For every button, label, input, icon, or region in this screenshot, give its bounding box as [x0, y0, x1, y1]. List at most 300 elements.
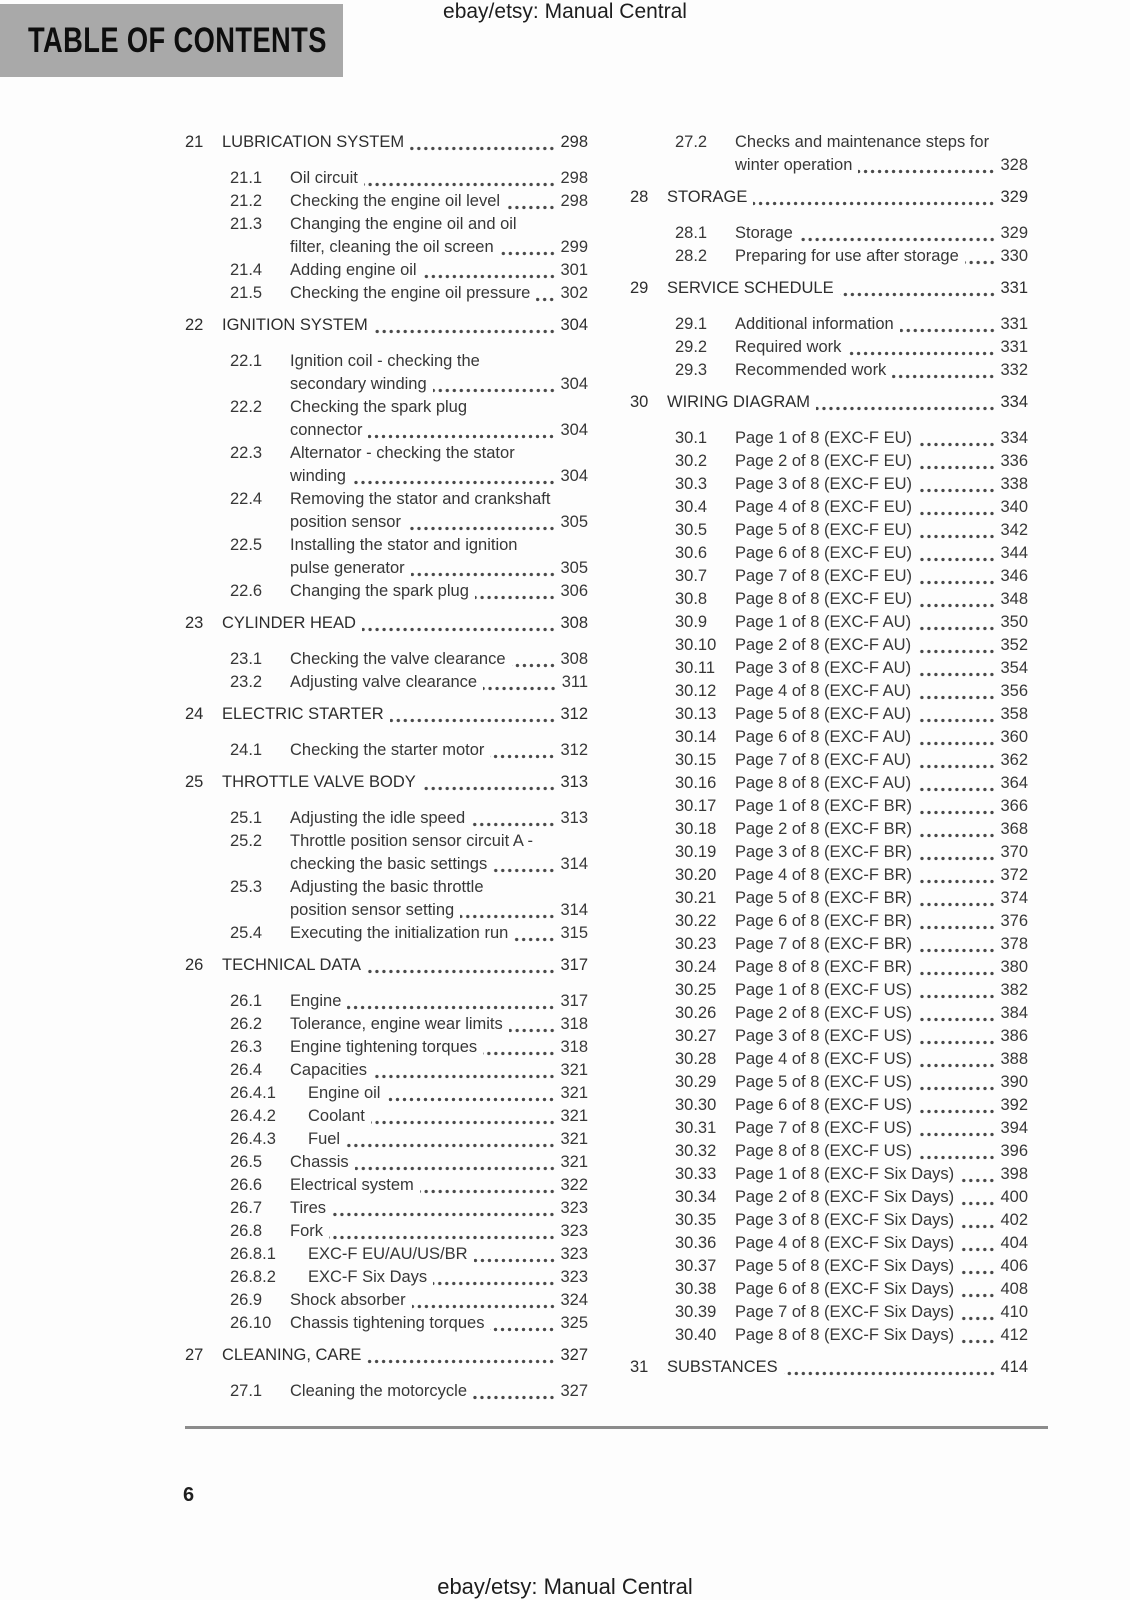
dot-leader: [913, 634, 998, 657]
entry-body: [735, 473, 1028, 496]
entry-body: [735, 1002, 1028, 1025]
entry-number: 23.1: [230, 650, 263, 668]
entry-number: 30.3: [675, 475, 708, 493]
entry-page-number: 390: [1000, 1073, 1028, 1091]
entry-page-number: 332: [1000, 361, 1028, 379]
entry-page-number: 388: [1000, 1050, 1028, 1068]
entry-title: Page 3 of 8 (EXC-F US): [735, 1027, 912, 1045]
entry-page-number: 331: [1000, 315, 1028, 333]
entry-body: [735, 1186, 1028, 1209]
entry-body: [735, 933, 1028, 956]
dot-leader: [408, 1289, 559, 1312]
entry-page-number: 358: [1000, 705, 1028, 723]
page-number: 6: [183, 1484, 195, 1506]
entry-title: Page 7 of 8 (EXC-F EU): [735, 567, 912, 585]
entry-body: [735, 1071, 1028, 1094]
dot-leader: [956, 1301, 998, 1324]
entry-page-number: 338: [1000, 475, 1028, 493]
dot-leader: [342, 1128, 558, 1151]
entry-page-number: 311: [561, 673, 588, 691]
entry-body: [735, 245, 1028, 268]
entry-title: EXC-F Six Days: [308, 1268, 428, 1286]
dot-leader: [469, 1380, 558, 1403]
entry-page-number: 406: [1000, 1257, 1028, 1275]
header-title: ebay/etsy: Manual Central: [443, 0, 687, 23]
entry-number: 27.2: [675, 133, 708, 151]
toc-sub-entry: [675, 634, 1028, 657]
dot-leader: [369, 1059, 558, 1082]
dot-leader: [914, 1025, 998, 1048]
toc-column-left: [185, 131, 588, 1403]
toc-sub-entry: [230, 671, 588, 694]
dot-leader: [913, 726, 998, 749]
entry-body: [290, 259, 588, 282]
toc-section-entry: [185, 314, 588, 337]
entry-number: 30.37: [675, 1257, 717, 1275]
entry-title: Page 5 of 8 (EXC-F Six Days): [735, 1257, 955, 1275]
entry-title-line: Checking the spark plug: [290, 398, 468, 416]
toc-sub-entry: [675, 131, 1028, 177]
entry-number: 22: [185, 316, 204, 334]
dot-leader: [467, 807, 558, 830]
dot-leader: [364, 419, 558, 442]
entry-number: 30.20: [675, 866, 717, 884]
entry-number: 26.6: [230, 1176, 263, 1194]
entry-page-number: 304: [560, 467, 588, 485]
toc-sub-entry: [230, 534, 588, 580]
entry-page-number: 314: [560, 855, 588, 873]
dot-leader: [914, 473, 998, 496]
entry-page-number: 372: [1000, 866, 1028, 884]
dot-leader: [956, 1324, 998, 1347]
dot-leader: [508, 648, 559, 671]
entry-page-number: 342: [1000, 521, 1028, 539]
dot-leader: [351, 1151, 559, 1174]
dot-leader: [456, 899, 558, 922]
entry-body: [735, 795, 1028, 818]
entry-page-number: 308: [560, 614, 588, 632]
entry-number: 26: [185, 956, 204, 974]
dot-leader: [913, 703, 998, 726]
entry-number: 21.3: [230, 215, 263, 233]
toc-sub-entry: [675, 1048, 1028, 1071]
toc-sub-entry: [230, 922, 588, 945]
toc-section-entry: [630, 277, 1028, 300]
dot-leader: [914, 864, 998, 887]
entry-title: Page 3 of 8 (EXC-F EU): [735, 475, 912, 493]
entry-page-number: 408: [1000, 1280, 1028, 1298]
entry-page-number: 402: [1000, 1211, 1028, 1229]
entry-page-number: 298: [560, 133, 588, 151]
entry-number: 31: [630, 1358, 649, 1376]
dot-leader: [913, 772, 998, 795]
entry-body: [735, 979, 1028, 1002]
entry-number: 26.9: [230, 1291, 263, 1309]
entry-page-number: 321: [560, 1084, 588, 1102]
dot-leader: [360, 167, 559, 190]
entry-body: [667, 277, 1028, 300]
toc-sub-entry: [675, 818, 1028, 841]
entry-number: 23.2: [230, 673, 263, 691]
dot-leader: [956, 1209, 998, 1232]
footer-title: ebay/etsy: Manual Central: [437, 1574, 693, 1599]
entry-page-number: 304: [560, 421, 588, 439]
entry-title: Checking the valve clearance: [290, 650, 506, 668]
entry-page-number: 394: [1000, 1119, 1028, 1137]
entry-title: connector: [290, 421, 363, 439]
entry-number: 30.14: [675, 728, 717, 746]
entry-body: [308, 1266, 588, 1289]
entry-title: Page 2 of 8 (EXC-F AU): [735, 636, 912, 654]
entry-title: Page 8 of 8 (EXC-F AU): [735, 774, 912, 792]
dot-leader: [914, 542, 998, 565]
dot-leader: [367, 1105, 559, 1128]
entry-body: [290, 1197, 588, 1220]
entry-title: LUBRICATION SYSTEM: [222, 133, 405, 151]
entry-number: 30.24: [675, 958, 717, 976]
entry-number: 30.18: [675, 820, 717, 838]
dot-leader: [471, 580, 559, 603]
dot-leader: [489, 853, 558, 876]
entry-body: [735, 956, 1028, 979]
entry-number: 30.6: [675, 544, 708, 562]
entry-number: 26.1: [230, 992, 263, 1010]
toc-sub-entry: [675, 1163, 1028, 1186]
entry-body: [735, 450, 1028, 473]
entry-body: [735, 887, 1028, 910]
dot-leader: [914, 450, 998, 473]
entry-number: 28.1: [675, 224, 708, 242]
toc-section-entry: [185, 703, 588, 726]
toc-sub-entry: [230, 1013, 588, 1036]
entry-title-line: Alternator - checking the stator: [290, 444, 515, 462]
dot-leader: [956, 1255, 998, 1278]
entry-body: [290, 671, 588, 694]
entry-page-number: 346: [1000, 567, 1028, 585]
entry-title: Page 1 of 8 (EXC-F AU): [735, 613, 912, 631]
entry-page-number: 321: [560, 1107, 588, 1125]
entry-page-number: 362: [1000, 751, 1028, 769]
dot-leader: [403, 511, 558, 534]
entry-page-number: 404: [1000, 1234, 1028, 1252]
entry-body: [735, 588, 1028, 611]
entry-page-number: 352: [1000, 636, 1028, 654]
entry-number: 21: [185, 133, 204, 151]
dot-leader: [956, 1163, 998, 1186]
entry-body: [735, 818, 1028, 841]
toc-section-entry: [185, 131, 588, 154]
entry-body: [735, 519, 1028, 542]
entry-body: [735, 496, 1028, 519]
entry-number: 21.2: [230, 192, 263, 210]
entry-number: 25.1: [230, 809, 263, 827]
entry-title: Page 8 of 8 (EXC-F US): [735, 1142, 912, 1160]
entry-body: [290, 876, 588, 922]
entry-number: 30.25: [675, 981, 717, 999]
toc-sub-entry: [230, 1243, 588, 1266]
entry-body: [290, 488, 588, 534]
entry-page-number: 412: [1000, 1326, 1028, 1344]
entry-title: pulse generator: [290, 559, 405, 577]
entry-number: 29.3: [675, 361, 708, 379]
entry-page-number: 305: [560, 559, 588, 577]
entry-number: 26.4.1: [230, 1084, 276, 1102]
toc-sub-entry: [675, 336, 1028, 359]
entry-page-number: 356: [1000, 682, 1028, 700]
entry-page-number: 308: [560, 650, 588, 668]
toc-sub-entry: [230, 1380, 588, 1403]
entry-title: filter, cleaning the oil screen: [290, 238, 494, 256]
entry-page-number: 370: [1000, 843, 1028, 861]
entry-title: Chassis: [290, 1153, 349, 1171]
entry-page-number: 366: [1000, 797, 1028, 815]
entry-title: Page 4 of 8 (EXC-F Six Days): [735, 1234, 955, 1252]
entry-body: [735, 680, 1028, 703]
entry-title: Page 8 of 8 (EXC-F BR): [735, 958, 912, 976]
dot-leader: [795, 222, 999, 245]
dot-leader: [363, 1344, 558, 1367]
entry-title: Page 5 of 8 (EXC-F AU): [735, 705, 912, 723]
toc-sub-entry: [230, 442, 588, 488]
toc-sub-entry: [230, 1036, 588, 1059]
entry-page-number: 323: [560, 1199, 588, 1217]
dot-leader: [914, 910, 998, 933]
entry-title: Page 6 of 8 (EXC-F US): [735, 1096, 912, 1114]
entry-title: Page 2 of 8 (EXC-F EU): [735, 452, 912, 470]
toc-sub-entry: [675, 749, 1028, 772]
dot-leader: [956, 1278, 998, 1301]
entry-title: Coolant: [308, 1107, 365, 1125]
toc-sub-entry: [230, 190, 588, 213]
dot-leader: [914, 933, 998, 956]
entry-number: 28.2: [675, 247, 708, 265]
toc-sub-entry: [675, 703, 1028, 726]
entry-body: [290, 1380, 588, 1403]
entry-body: [222, 314, 588, 337]
entry-page-number: 336: [1000, 452, 1028, 470]
toc-section-entry: [630, 1356, 1028, 1379]
entry-page-number: 340: [1000, 498, 1028, 516]
toc-section-entry: [630, 391, 1028, 414]
entry-body: [290, 167, 588, 190]
dot-leader: [486, 1312, 558, 1335]
toc-sub-entry: [230, 1151, 588, 1174]
entry-page-number: 315: [560, 924, 588, 942]
entry-title: Tolerance, engine wear limits: [290, 1015, 503, 1033]
entry-title: EXC-F EU/AU/US/BR: [308, 1245, 468, 1263]
entry-page-number: 313: [560, 809, 588, 827]
toc-sub-entry: [675, 313, 1028, 336]
toc-sub-entry: [675, 1071, 1028, 1094]
entry-title: Checking the engine oil pressure: [290, 284, 531, 302]
entry-page-number: 368: [1000, 820, 1028, 838]
entry-body: [735, 313, 1028, 336]
toc-sub-entry: [675, 473, 1028, 496]
entry-number: 30.29: [675, 1073, 717, 1091]
entry-title: Page 5 of 8 (EXC-F EU): [735, 521, 912, 539]
dot-leader: [913, 749, 998, 772]
dot-leader: [418, 771, 559, 794]
entry-page-number: 378: [1000, 935, 1028, 953]
entry-body: [290, 580, 588, 603]
dot-leader: [479, 671, 560, 694]
entry-body: [735, 1025, 1028, 1048]
toc-sub-entry: [230, 1174, 588, 1197]
entry-page-number: 348: [1000, 590, 1028, 608]
dot-leader: [914, 427, 998, 450]
entry-page-number: 313: [560, 773, 588, 791]
entry-number: 30.23: [675, 935, 717, 953]
entry-body: [290, 990, 588, 1013]
dot-leader: [343, 990, 558, 1013]
toc-sub-entry: [230, 1289, 588, 1312]
entry-body: [735, 910, 1028, 933]
entry-title-line: Checks and maintenance steps for: [735, 133, 990, 151]
entry-body: [290, 1312, 588, 1335]
entry-page-number: 317: [560, 992, 588, 1010]
entry-title: Page 2 of 8 (EXC-F BR): [735, 820, 912, 838]
entry-body: [222, 131, 588, 154]
toc-sub-entry: [675, 1186, 1028, 1209]
entry-title: Page 6 of 8 (EXC-F Six Days): [735, 1280, 955, 1298]
entry-title: Additional information: [735, 315, 894, 333]
entry-page-number: 331: [1000, 338, 1028, 356]
entry-title: Page 6 of 8 (EXC-F BR): [735, 912, 912, 930]
entry-body: [735, 1048, 1028, 1071]
entry-body: [735, 131, 1028, 177]
entry-number: 30.32: [675, 1142, 717, 1160]
entry-number: 26.7: [230, 1199, 263, 1217]
toc-body: [185, 131, 1028, 1403]
entry-page-number: 392: [1000, 1096, 1028, 1114]
entry-page-number: 376: [1000, 912, 1028, 930]
toc-sub-entry: [675, 1002, 1028, 1025]
entry-title: Changing the spark plug: [290, 582, 469, 600]
entry-number: 23: [185, 614, 204, 632]
entry-number: 21.5: [230, 284, 263, 302]
table-of-contents-banner: [0, 4, 343, 77]
entry-body: [735, 611, 1028, 634]
toc-sub-entry: [675, 427, 1028, 450]
entry-body: [735, 1094, 1028, 1117]
entry-title: ELECTRIC STARTER: [222, 705, 384, 723]
entry-number: 26.8.1: [230, 1245, 276, 1263]
entry-number: 30.38: [675, 1280, 717, 1298]
entry-title: Chassis tightening torques: [290, 1314, 485, 1332]
entry-title: Page 1 of 8 (EXC-F EU): [735, 429, 912, 447]
entry-page-number: 400: [1000, 1188, 1028, 1206]
entry-number: 30.7: [675, 567, 708, 585]
entry-body: [735, 1140, 1028, 1163]
entry-page-number: 350: [1000, 613, 1028, 631]
entry-number: 30.1: [675, 429, 708, 447]
entry-title: Storage: [735, 224, 793, 242]
entry-title-line: Changing the engine oil and oil: [290, 215, 517, 233]
dot-leader: [429, 1266, 558, 1289]
dot-leader: [914, 1048, 998, 1071]
dot-leader: [328, 1197, 558, 1220]
entry-page-number: 344: [1000, 544, 1028, 562]
dot-leader: [812, 391, 998, 414]
toc-sub-entry: [230, 990, 588, 1013]
entry-title: Page 6 of 8 (EXC-F AU): [735, 728, 912, 746]
entry-body: [222, 1344, 588, 1367]
dot-leader: [914, 887, 998, 910]
entry-title: position sensor: [290, 513, 401, 531]
toc-sub-entry: [675, 1278, 1028, 1301]
entry-page-number: 317: [560, 956, 588, 974]
entry-page-number: 318: [560, 1038, 588, 1056]
entry-number: 21.1: [230, 169, 263, 187]
entry-page-number: 354: [1000, 659, 1028, 677]
dot-leader: [843, 336, 998, 359]
entry-title: Adjusting valve clearance: [290, 673, 478, 691]
entry-body: [735, 1278, 1028, 1301]
toc-sub-entry: [230, 488, 588, 534]
dot-leader: [914, 1071, 998, 1094]
entry-number: 21.4: [230, 261, 263, 279]
entry-number: 30.26: [675, 1004, 717, 1022]
toc-sub-entry: [230, 1266, 588, 1289]
dot-leader: [419, 259, 559, 282]
dot-leader: [416, 1174, 559, 1197]
entry-number: 30.16: [675, 774, 717, 792]
entry-number: 22.3: [230, 444, 263, 462]
toc-sub-entry: [675, 657, 1028, 680]
toc-sub-entry: [675, 450, 1028, 473]
entry-page-number: 321: [560, 1153, 588, 1171]
entry-title: Adjusting the idle speed: [290, 809, 466, 827]
toc-sub-entry: [675, 611, 1028, 634]
entry-number: 30.9: [675, 613, 708, 631]
entry-title: Fuel: [308, 1130, 341, 1148]
entry-body: [735, 1255, 1028, 1278]
entry-page-number: 382: [1000, 981, 1028, 999]
entry-number: 24: [185, 705, 204, 723]
toc-sub-entry: [230, 167, 588, 190]
entry-title: Executing the initialization run: [290, 924, 509, 942]
entry-page-number: 306: [560, 582, 588, 600]
entry-title: Page 7 of 8 (EXC-F Six Days): [735, 1303, 955, 1321]
entry-body: [290, 739, 588, 762]
entry-body: [735, 427, 1028, 450]
entry-body: [735, 1301, 1028, 1324]
dot-leader: [486, 739, 558, 762]
toc-sub-entry: [230, 1312, 588, 1335]
entry-number: 25.3: [230, 878, 263, 896]
entry-title: Preparing for use after storage: [735, 247, 959, 265]
entry-title: CYLINDER HEAD: [222, 614, 356, 632]
entry-title-line: Removing the stator and crankshaft: [290, 490, 551, 508]
toc-sub-entry: [675, 726, 1028, 749]
entry-number: 30.17: [675, 797, 717, 815]
dot-leader: [854, 154, 998, 177]
toc-sub-entry: [675, 979, 1028, 1002]
toc-sub-entry: [230, 739, 588, 762]
entry-title: SERVICE SCHEDULE: [667, 279, 834, 297]
entry-page-number: 410: [1000, 1303, 1028, 1321]
entry-body: [735, 1117, 1028, 1140]
entry-title-line: Ignition coil - checking the: [290, 352, 480, 370]
entry-number: 30.22: [675, 912, 717, 930]
toc-sub-entry: [675, 542, 1028, 565]
dot-leader: [532, 282, 558, 305]
entry-body: [290, 396, 588, 442]
dot-leader: [914, 841, 998, 864]
entry-title: Shock absorber: [290, 1291, 406, 1309]
toc-sub-entry: [230, 282, 588, 305]
toc-sub-entry: [230, 1105, 588, 1128]
